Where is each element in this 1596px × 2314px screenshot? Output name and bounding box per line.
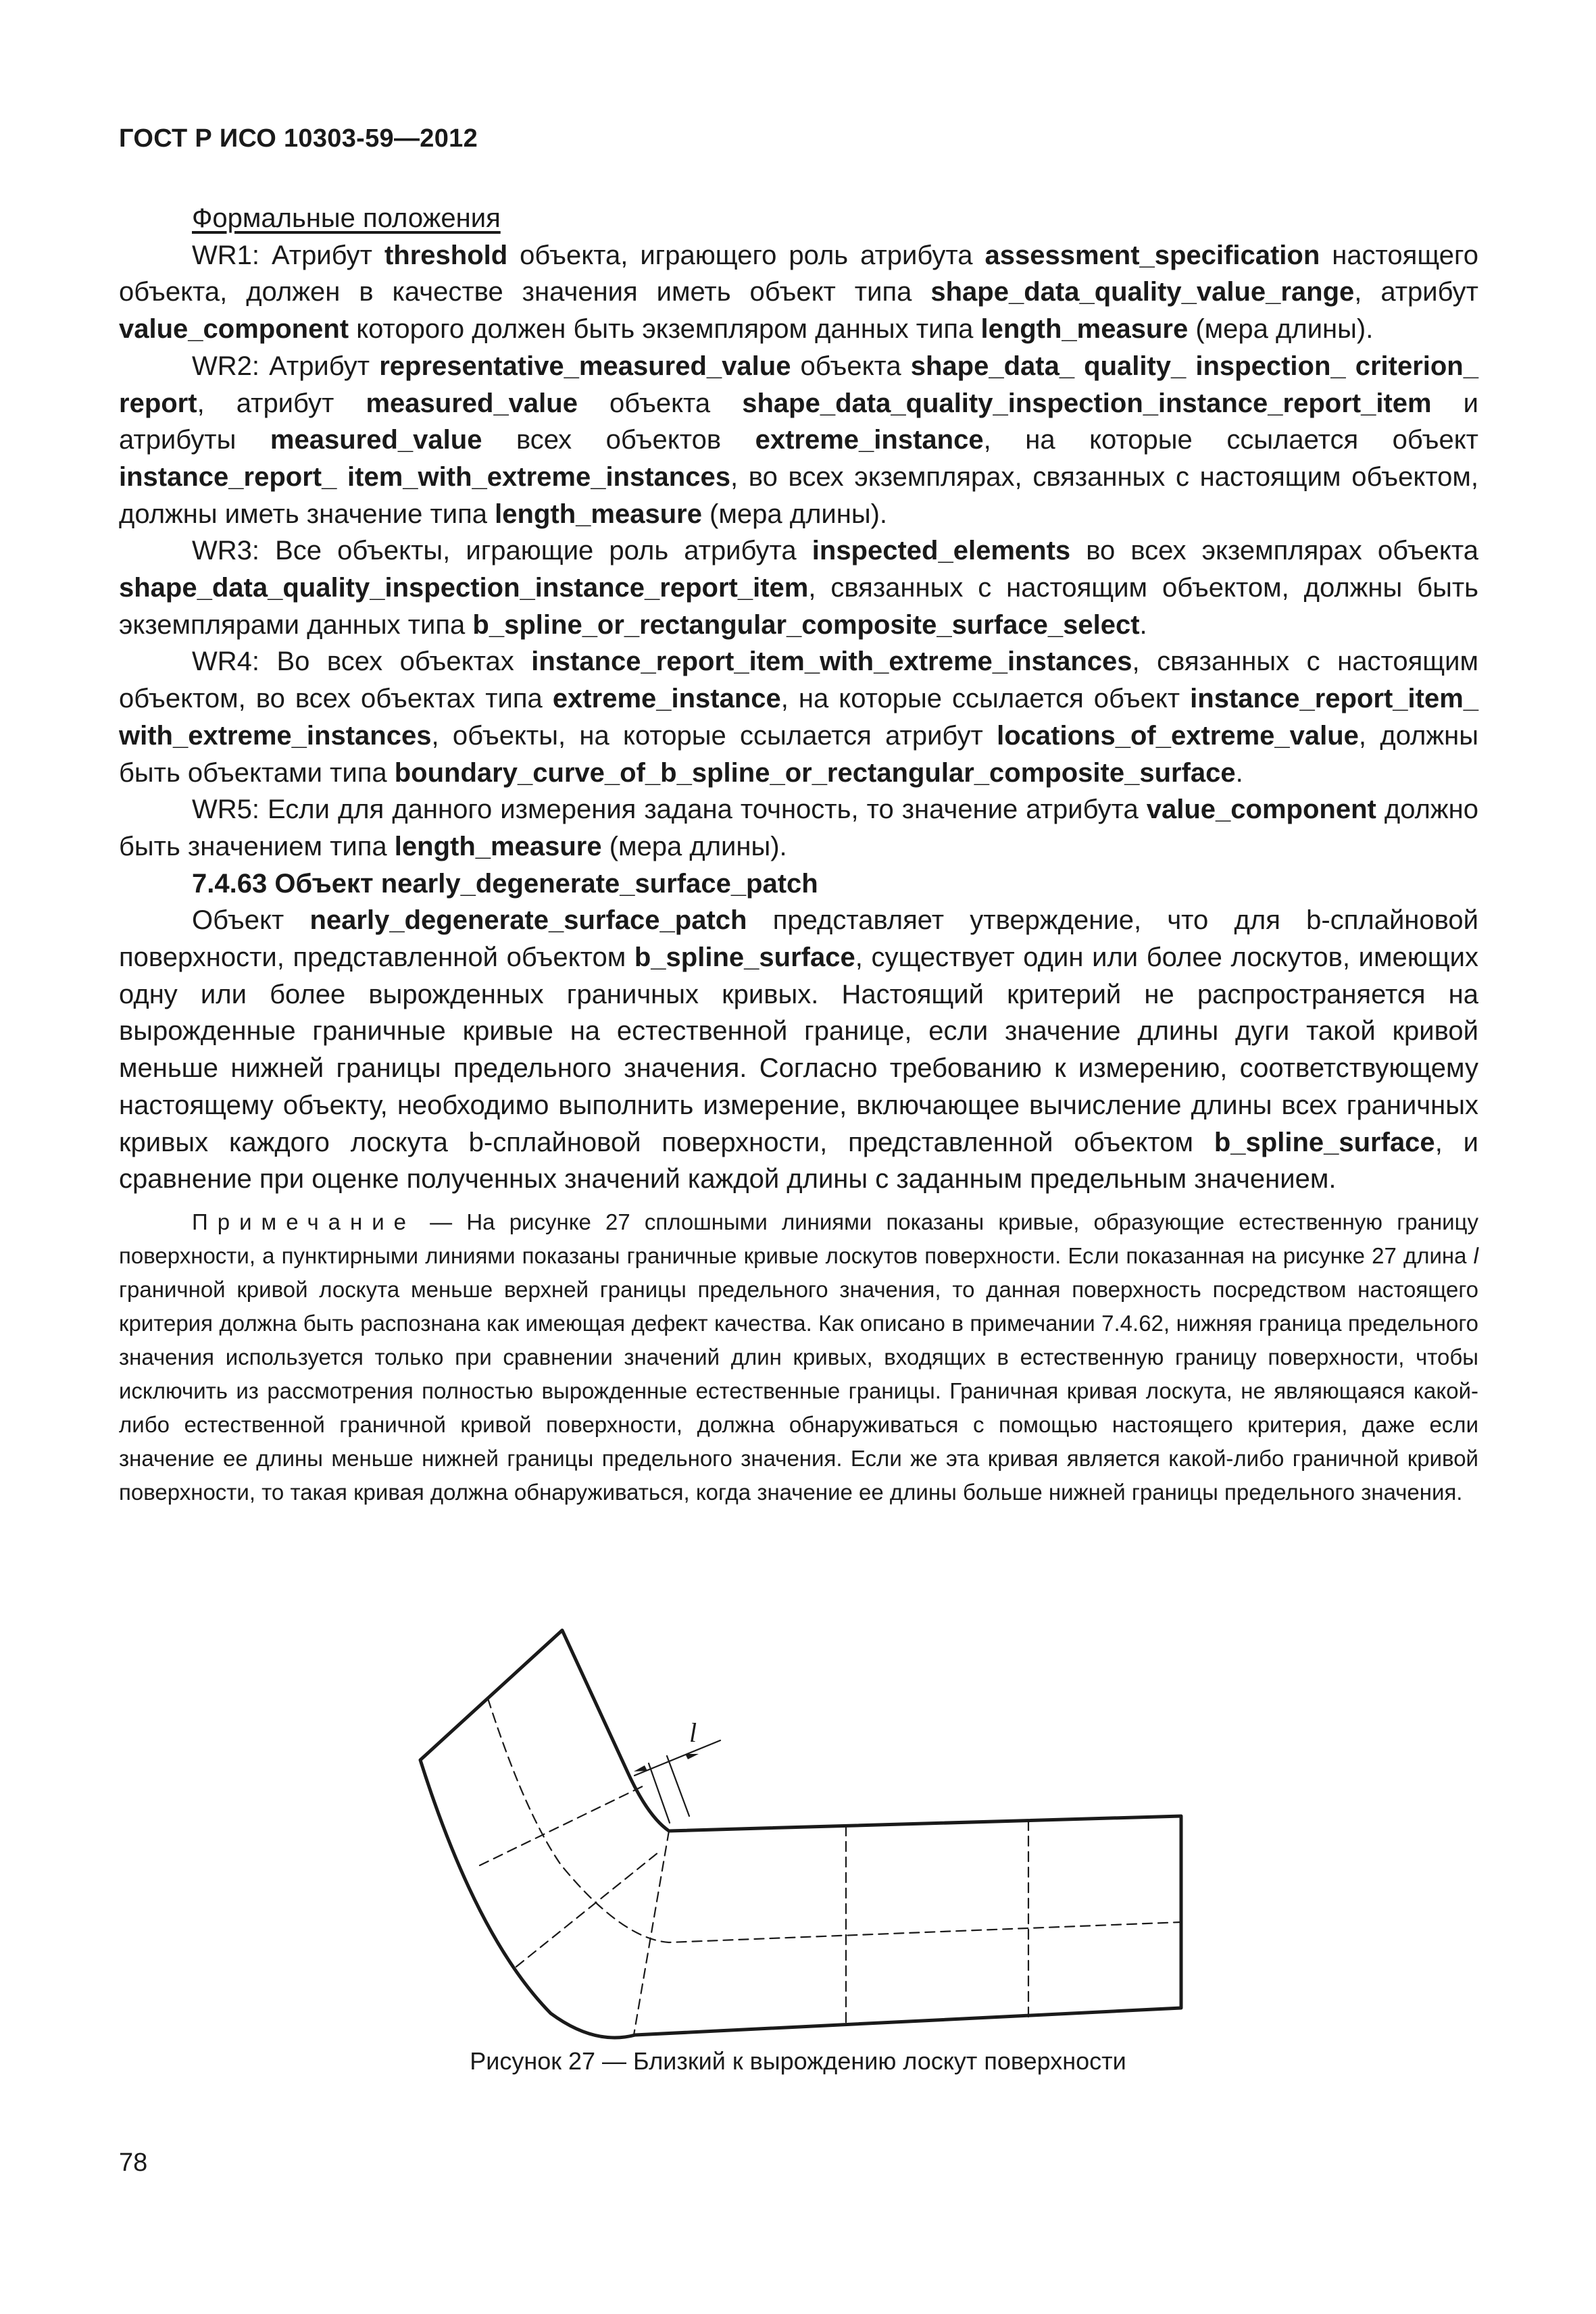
term: threshold bbox=[384, 240, 508, 270]
term: shape_data_quality_inspection_instance_report_item bbox=[119, 573, 809, 603]
text: Объект bbox=[192, 905, 310, 936]
text: WR3: Все объекты, играющие роль атрибута bbox=[192, 536, 812, 566]
term: locations_of_extreme_value bbox=[997, 720, 1359, 751]
figure-caption: Рисунок 27 — Близкий к вырождению лоскут поверхности bbox=[470, 2047, 1126, 2075]
term: length_measure bbox=[495, 499, 702, 529]
page-number: 78 bbox=[119, 2148, 148, 2177]
term: instance_report_item_ with_extreme_instances bbox=[119, 684, 1479, 751]
text: и атрибуты bbox=[119, 388, 1478, 455]
text: , связанных с настоящим объектом, во всех объектах типа bbox=[119, 647, 1478, 714]
text: должно быть значением типа bbox=[119, 795, 1478, 861]
term: value_component bbox=[119, 314, 349, 345]
note-block bbox=[119, 1205, 1478, 1509]
term: length_measure bbox=[394, 831, 602, 861]
text: объекта bbox=[791, 351, 911, 381]
term: assessment_specification bbox=[984, 240, 1320, 270]
text: всех объектов bbox=[482, 425, 755, 455]
text: настоящего объекта, должен в качестве значения иметь объект типа bbox=[119, 240, 1478, 307]
dimension-line-2 bbox=[667, 1756, 689, 1816]
length-variable: l bbox=[1473, 1243, 1478, 1268]
text: , существует один или более лоскутов, имеющих одну или более вырожденных граничных кривых. Настоящий критерий не распространяется на вырожденные граничные кривые на естественной границе, если значение длины дуги такой кривой меньше нижней границы предельного значения. Согласно требованию к измерению, соответствующему настоящему объекту, необходимо выполнить измерение, включающее вычисление длины всех граничных кривых каждого лоскута b-сплайновой поверхности, представленной объектом bbox=[119, 942, 1478, 1157]
arrow-head-1 bbox=[634, 1765, 647, 1771]
term: representative_measured_value bbox=[379, 351, 791, 381]
term: inspected_elements bbox=[812, 536, 1071, 566]
section-heading: 7.4.63 Объект nearly_degenerate_surface_patch bbox=[192, 868, 818, 899]
text: объекта, играющего роль атрибута bbox=[507, 240, 985, 270]
text: . bbox=[1139, 609, 1147, 640]
text: WR4: Во всех объектах bbox=[192, 647, 532, 677]
term: boundary_curve_of_b_spline_or_rectangular_composite_surface bbox=[394, 757, 1236, 788]
wr4-paragraph bbox=[119, 643, 1478, 791]
term: value_component bbox=[1146, 795, 1376, 825]
text: , должны быть объектами типа bbox=[119, 720, 1478, 788]
natural-boundary bbox=[420, 1630, 1181, 2038]
text: которого должен быть экземпляром данных типа bbox=[349, 314, 981, 345]
term: shape_data_quality_value_range bbox=[930, 277, 1355, 307]
text: граничной кривой лоскута меньше верхней границы предельного значения, то данная поверхность посредством настоящего критерия должна быть распознана как имеющая дефект качества. Как описано в примечании 7.4.62, нижняя граница предельного значения используется только при сравнении значений длин кривых, входящих в естественную границу поверхности, чтобы исключить из рассмотрения полностью вырожденные естественные границы. Граничная кривая лоскута, не являющаяся какой-либо естественной граничной кривой поверхности, должна обнаруживаться с помощью настоящего критерия, даже если значение ее длины меньше нижней границы предельного значения. Если же эта кривая является какой-либо граничной кривой поверхности, то такая кривая должна обнаруживаться, когда значение ее длины больше нижней границы предельного значения. bbox=[119, 1277, 1478, 1505]
term: b_spline_or_rectangular_composite_surface_select bbox=[472, 609, 1140, 640]
text: , во всех экземплярах, связанных с настоящим объектом, должны иметь значение типа bbox=[119, 461, 1478, 529]
text: , связанных с настоящим объектом, должны быть экземплярами данных типа bbox=[119, 573, 1478, 640]
term: length_measure bbox=[980, 314, 1189, 345]
text: (мера длины). bbox=[601, 831, 787, 861]
term: extreme_instance bbox=[755, 425, 984, 455]
dimension-arrow-line bbox=[634, 1740, 720, 1776]
patch-curve-2 bbox=[480, 1786, 643, 1865]
wr1-paragraph bbox=[119, 237, 1478, 348]
figure-27-diagram bbox=[0, 1608, 1596, 2067]
text: , атрибут bbox=[197, 388, 366, 418]
patch-curve-4 bbox=[634, 1831, 669, 2035]
arrow-head-2 bbox=[685, 1754, 699, 1759]
text: , объекты, на которые ссылается атрибут bbox=[431, 720, 997, 751]
text: , на которые ссылается объект bbox=[780, 684, 1191, 714]
text: (мера длины). bbox=[1188, 314, 1374, 345]
note-label: Примечание bbox=[192, 1209, 416, 1234]
text: , на которые ссылается объект bbox=[983, 425, 1478, 455]
text: WR5: Если для данного измерения задана точность, то значение атрибута bbox=[192, 795, 1147, 825]
formal-title: Формальные положения bbox=[192, 203, 501, 233]
text: объекта bbox=[577, 388, 743, 418]
term: b_spline_surface bbox=[1214, 1127, 1435, 1157]
text: во всех экземплярах объекта bbox=[1070, 536, 1478, 566]
text: (мера длины). bbox=[701, 499, 888, 529]
wr5-paragraph bbox=[119, 791, 1478, 865]
term: nearly_degenerate_surface_patch bbox=[309, 905, 747, 936]
wr2-paragraph bbox=[119, 348, 1478, 533]
term: instance_report_ item_with_extreme_instances bbox=[119, 461, 730, 492]
body-paragraph bbox=[119, 902, 1478, 1198]
term: extreme_instance bbox=[552, 684, 781, 714]
term: measured_value bbox=[366, 388, 578, 418]
main-text bbox=[119, 200, 1478, 1198]
term: instance_report_item_with_extreme_instances bbox=[531, 647, 1132, 677]
text: — На рисунке 27 сплошными линиями показаны кривые, образующие естественную границу поверхности, а пунктирными линиями показаны граничные кривые лоскутов поверхности. Если показанная на рисунке 27 длина bbox=[119, 1209, 1478, 1268]
text: WR2: Атрибут bbox=[192, 351, 380, 381]
term: shape_data_ quality_ inspection_ criterion_ report bbox=[119, 351, 1478, 418]
term: b_spline_surface bbox=[634, 942, 855, 973]
text: WR1: Атрибут bbox=[192, 240, 384, 270]
note-paragraph bbox=[119, 1205, 1478, 1509]
text: представляет утверждение, что для b-сплайновой поверхности, представленной объектом bbox=[119, 905, 1479, 973]
dimension-label: l bbox=[689, 1717, 697, 1748]
formal-title-paragraph bbox=[119, 200, 1478, 237]
wr3-paragraph bbox=[119, 532, 1478, 643]
patch-curve-3 bbox=[516, 1853, 658, 1967]
term: shape_data_quality_inspection_instance_report_item bbox=[742, 388, 1432, 418]
text: , атрибут bbox=[1354, 277, 1478, 307]
text: . bbox=[1235, 757, 1243, 788]
standard-header: ГОСТ Р ИСО 10303-59—2012 bbox=[119, 124, 478, 153]
text: , и сравнение при оценке полученных значений каждой длины с заданным предельным значением. bbox=[119, 1127, 1478, 1194]
term: measured_value bbox=[270, 425, 482, 455]
